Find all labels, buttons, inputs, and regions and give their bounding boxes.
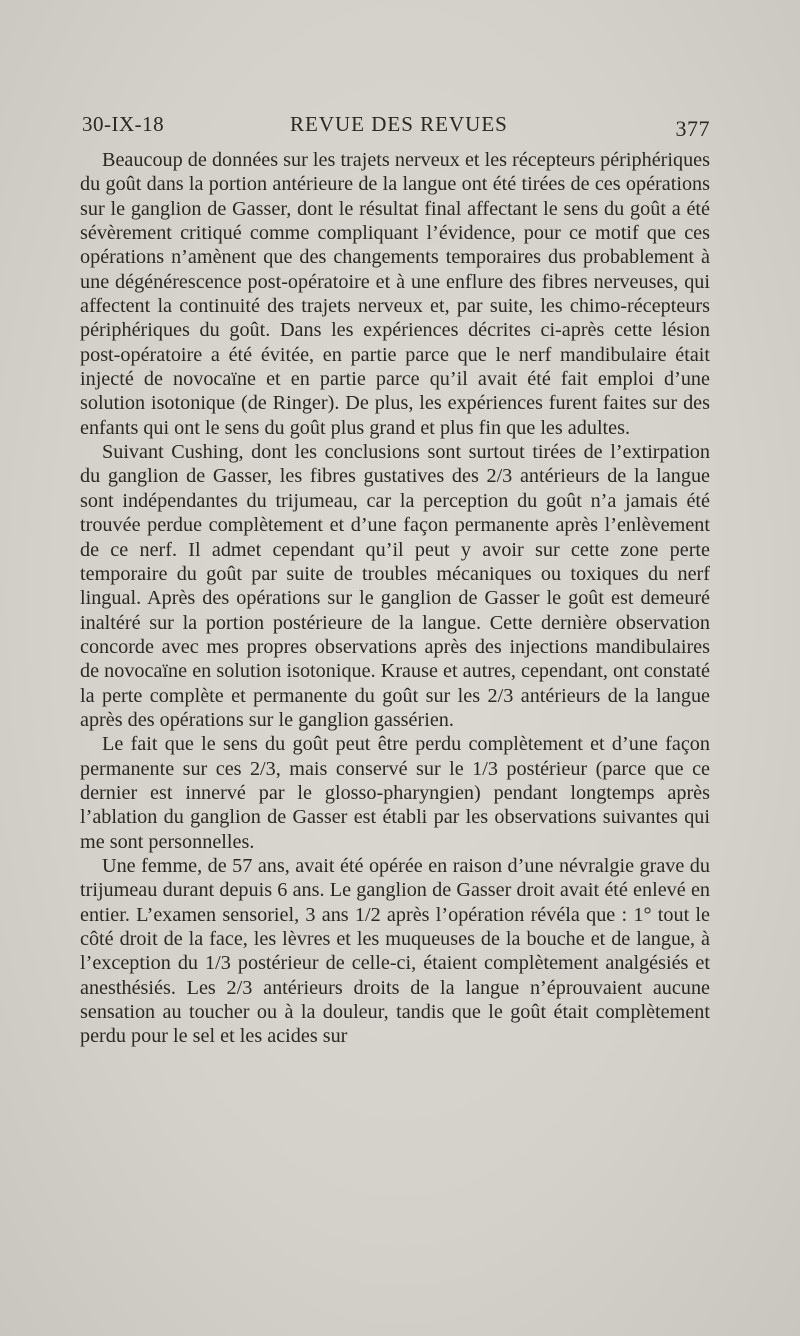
paragraph-2: Suivant Cushing, dont les conclusions sont surtout tirées de l’extirpation du ganglion de Gasser, les fibres gustatives des 2/3 antérieurs de la langue sont indépendantes du trijumeau, car la perception du goût n’a jamais été trouvée perdue complètement et d’une façon permanente après l’enlèvement de ce nerf. Il admet cependant qu’il peut y avoir sur cette zone perte temporaire du goût par suite de troubles mécaniques ou toxiques du nerf lingual. Après des opérations sur le ganglion de Gasser le goût est demeuré inaltéré sur la portion postérieure de la langue. Cette dernière observation concorde avec mes propres observations après des injections mandibulaires de novocaïne en solution isotonique. Krause et autres, cependant, ont constaté la perte complète et permanente du goût sur les 2/3 antérieurs de la langue après des opérations sur le ganglion gassérien.: [80, 441, 710, 731]
page-header: [80, 108, 710, 148]
page-number: 377: [675, 116, 710, 141]
paragraph-4: Une femme, de 57 ans, avait été opérée en raison d’une névralgie grave du trijumeau durant depuis 6 ans. Le ganglion de Gasser droit avait été enlevé en entier. L’examen sensoriel, 3 ans 1/2 après l’opération révéla que : 1° tout le côté droit de la face, les lèvres et les muqueuses de la bouche et de langue, à l’exception du 1/3 postérieur de celle-ci, étaient complètement analgésiés et anesthésiés. Les 2/3 antérieurs droits de la langue n’éprouvaient aucune sensation au toucher ou à la douleur, tandis que le goût était complètement perdu pour le sel et les acides sur: [80, 854, 710, 1048]
document-page: [80, 108, 710, 1049]
running-title: REVUE DES REVUES: [290, 112, 508, 136]
folio-date: 30-IX-18: [82, 112, 165, 136]
paragraph-1: Beaucoup de données sur les trajets nerveux et les récepteurs périphériques du goût dans la portion antérieure de la langue ont été tirées de ces opérations sur le ganglion de Gasser, dont le résultat final affectant le sens du goût a été sévèrement critiqué comme compliquant l’évidence, pour ce motif que ces opérations n’amènent que des changements temporaires dus probablement à une dégénérescence post-opératoire et à une enflure des fibres nerveuses, qui affectent la continuité des trajets nerveux et, par suite, les chimo-récepteurs périphériques du goût. Dans les expériences décrites ci-après cette lésion post-opératoire a été évitée, en partie parce que le nerf mandibulaire était injecté de novocaïne et en partie parce qu’il avait été fait emploi d’une solution isotonique (de Ringer). De plus, les expériences furent faites sur des enfants qui ont le sens du goût plus grand et plus fin que les adultes.: [80, 149, 710, 439]
paragraph-3: Le fait que le sens du goût peut être perdu complètement et d’une façon permanente sur ces 2/3, mais conservé sur le 1/3 postérieur (parce que ce dernier est innervé par le glosso-pharyngien) pendant longtemps après l’ablation du ganglion de Gasser est établi par les observations suivantes qui me sont personnelles.: [80, 733, 710, 853]
body-text: [80, 148, 710, 1049]
